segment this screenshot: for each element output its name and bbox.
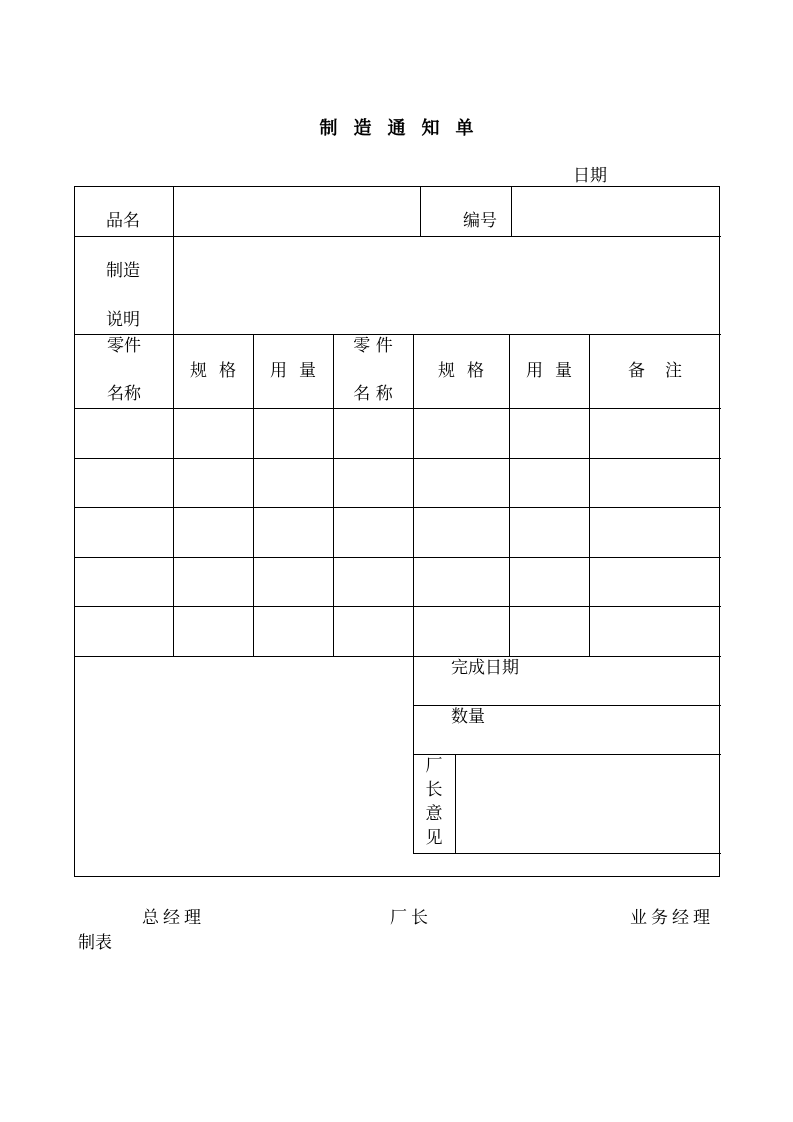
table-cell[interactable] <box>510 508 588 556</box>
table-cell[interactable] <box>174 607 252 655</box>
table-cell[interactable] <box>590 508 720 556</box>
factory-manager-opinion-field[interactable] <box>456 755 718 852</box>
table-cell[interactable] <box>590 607 720 655</box>
table-cell[interactable] <box>414 508 508 556</box>
factory-manager-signature-label: 厂长 <box>390 908 432 928</box>
table-cell[interactable] <box>76 459 172 506</box>
header-usage: 用量 <box>270 361 328 381</box>
product-name-field[interactable] <box>174 188 419 235</box>
manufacture-desc-label-line1: 制造 <box>106 261 140 281</box>
table-cell[interactable] <box>510 558 588 605</box>
table-cell[interactable] <box>414 459 508 506</box>
completion-date-label: 完成日期 <box>451 658 519 678</box>
table-cell[interactable] <box>334 508 412 556</box>
table-cell[interactable] <box>510 409 588 457</box>
table-cell[interactable] <box>334 459 412 506</box>
table-cell[interactable] <box>334 558 412 605</box>
number-label: 编号 <box>463 211 497 231</box>
manufacture-desc-field[interactable] <box>174 237 718 333</box>
table-cell[interactable] <box>334 607 412 655</box>
table-cell[interactable] <box>174 459 252 506</box>
table-cell[interactable] <box>254 508 332 556</box>
table-cell[interactable] <box>510 607 588 655</box>
product-name-label: 品名 <box>106 211 140 231</box>
table-cell[interactable] <box>414 607 508 655</box>
opinion-char: 长 <box>425 780 443 800</box>
table-cell[interactable] <box>254 459 332 506</box>
factory-manager-opinion-label <box>413 754 455 850</box>
opinion-char: 意 <box>425 804 443 824</box>
table-cell[interactable] <box>254 409 332 457</box>
opinion-char: 见 <box>425 828 443 848</box>
row-divider <box>413 853 721 854</box>
table-cell[interactable] <box>590 409 720 457</box>
manufacture-desc-label-line2: 说明 <box>106 310 140 330</box>
notes-area[interactable] <box>75 657 412 875</box>
table-cell[interactable] <box>590 558 720 605</box>
quantity-label: 数量 <box>451 707 485 727</box>
table-cell[interactable] <box>174 508 252 556</box>
form-table <box>74 186 720 877</box>
header-part-name-line1: 零件 <box>107 336 141 356</box>
date-label: 日期 <box>573 166 607 186</box>
table-cell[interactable] <box>76 409 172 457</box>
table-cell[interactable] <box>414 409 508 457</box>
header-usage-2: 用量 <box>526 361 584 381</box>
header-part-name-line2: 名称 <box>107 384 141 404</box>
table-cell[interactable] <box>254 607 332 655</box>
header-remarks: 备注 <box>628 361 702 381</box>
table-cell[interactable] <box>76 607 172 655</box>
header-spec: 规格 <box>190 361 248 381</box>
table-cell[interactable] <box>414 558 508 605</box>
table-cell[interactable] <box>510 459 588 506</box>
table-cell[interactable] <box>254 558 332 605</box>
page-title: 制造通知单 <box>319 118 490 139</box>
table-cell[interactable] <box>590 459 720 506</box>
col-divider <box>420 187 421 236</box>
header-part-name-2-line2: 名 称 <box>353 384 393 404</box>
table-cell[interactable] <box>174 558 252 605</box>
header-spec-2: 规格 <box>438 361 496 381</box>
table-cell[interactable] <box>334 409 412 457</box>
number-field[interactable] <box>512 188 718 235</box>
prepared-by-label: 制表 <box>78 933 112 953</box>
opinion-char: 厂 <box>425 756 443 776</box>
table-cell[interactable] <box>76 508 172 556</box>
table-cell[interactable] <box>76 558 172 605</box>
table-cell[interactable] <box>174 409 252 457</box>
general-manager-signature-label: 总经理 <box>142 908 205 928</box>
header-part-name-2-line1: 零 件 <box>353 336 393 356</box>
business-manager-signature-label: 业务经理 <box>630 908 714 928</box>
